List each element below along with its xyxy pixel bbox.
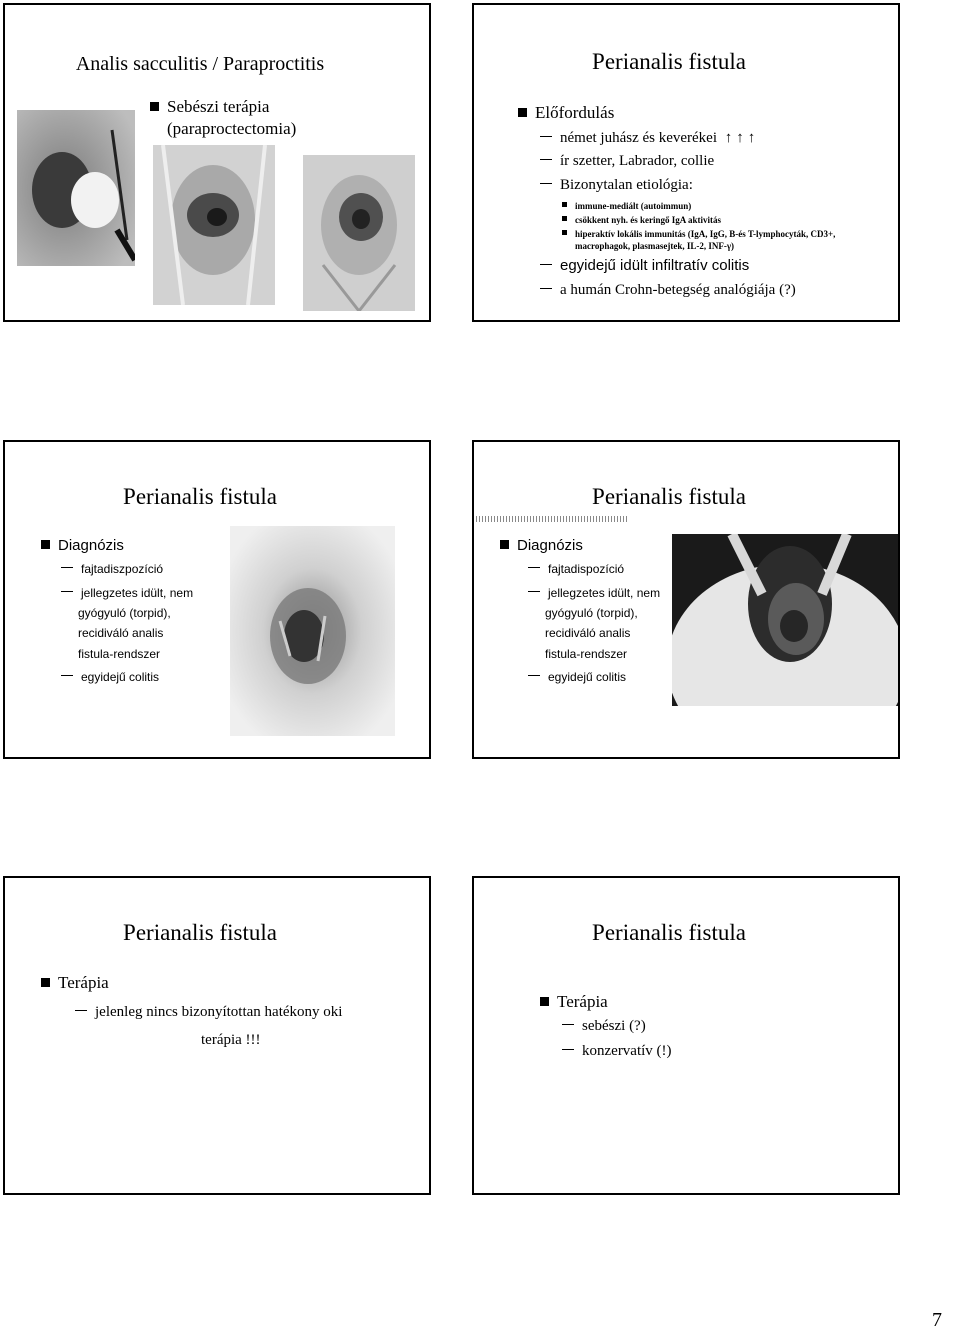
dash-icon [61,675,73,676]
dash-icon [540,264,552,265]
heading-bullet: Előfordulás [518,103,614,123]
dash-item-cont: terápia !!! [201,1032,261,1048]
surgical-photo-3 [303,155,415,311]
dash-item: Bizonytalan etiológia: [540,177,693,194]
dash-icon [562,1049,574,1050]
slide-5 [3,876,431,1195]
sub-item: hiperaktív lokális immunitás (IgA, IgG, B-és T-lymphocyták, CD3+, [562,229,835,239]
dash-item: jellegzetes idült, nem [528,586,660,600]
dash-icon [540,183,552,184]
dash-icon [540,288,552,289]
dash-item: sebészi (?) [562,1018,646,1035]
square-bullet-icon [41,540,50,549]
slide-1 [3,3,431,322]
sub-item: csökkent nyh. és keringő IgA aktivitás [562,215,721,225]
slide-3 [3,440,431,759]
dash-item: jelenleg nincs bizonyítottan hatékony oki [75,1004,342,1021]
small-square-bullet-icon [562,230,567,235]
heading-bullet: Diagnózis [41,537,124,554]
dash-item: jellegzetes idült, nem [61,586,193,600]
bullet-item: Sebészi terápia [150,97,269,117]
slide-4 [472,440,900,759]
dash-icon [562,1024,574,1025]
bullet-item-cont: (paraproctectomia) [167,119,297,138]
dash-icon [61,591,73,592]
dash-item-cont: recidiváló analis [545,626,631,640]
dash-icon [540,136,552,137]
perianal-fistula-photo [230,526,395,736]
decorative-hatch [476,516,628,522]
dash-item-cont: recidiváló analis [78,626,164,640]
slide-2 [472,3,900,322]
square-bullet-icon [41,978,50,987]
dash-icon [528,591,540,592]
sub-item: immune-mediált (autoimmun) [562,201,691,211]
dash-icon [75,1010,87,1011]
dash-item: egyidejű colitis [61,670,159,684]
dash-item-cont: fistula-rendszer [78,647,161,661]
small-square-bullet-icon [562,202,567,207]
square-bullet-icon [500,540,509,549]
dash-item: egyidejű colitis [528,670,626,684]
slide-title: Perianalis fistula [592,920,746,945]
heading-bullet: Diagnózis [500,537,583,554]
slide-title: Perianalis fistula [592,484,746,509]
slide-title: Perianalis fistula [123,920,277,945]
square-bullet-icon [518,108,527,117]
dash-item: a humán Crohn-betegség analógiája (?) [540,282,796,299]
dash-icon [528,567,540,568]
slide-title: Analis sacculitis / Paraproctitis [75,53,325,75]
dash-icon [61,567,73,568]
surgical-photo-2 [153,145,275,305]
dash-item-cont: fistula-rendszer [545,647,628,661]
dash-item: ír szetter, Labrador, collie [540,153,714,170]
slide-title: Perianalis fistula [592,49,746,74]
sub-item-cont: macrophagok, plasmasejtek, IL-2, INF-γ) [575,241,735,251]
heading-bullet: Terápia [540,992,608,1012]
dash-item: fajtadispozíció [528,562,624,576]
dash-icon [540,159,552,160]
dash-item: konzervatív (!) [562,1043,672,1060]
small-square-bullet-icon [562,216,567,221]
slide-6 [472,876,900,1195]
square-bullet-icon [540,997,549,1006]
dash-item: német juhász és keverékei ↑↑↑ [540,130,759,147]
square-bullet-icon [150,102,159,111]
dash-item-cont: gyógyuló (torpid), [545,606,638,620]
surgical-photo-1 [17,110,135,266]
page-number: 7 [932,1309,942,1331]
dash-icon [528,675,540,676]
heading-bullet: Terápia [41,973,109,993]
dash-item-cont: gyógyuló (torpid), [78,606,171,620]
slide-title: Perianalis fistula [123,484,277,509]
arrows-up-icon: ↑↑↑ [724,130,760,146]
dog-perianal-photo [672,534,900,706]
dash-item: fajtadiszpozíció [61,562,163,576]
dash-item: egyidejű idült infiltratív colitis [540,257,749,274]
